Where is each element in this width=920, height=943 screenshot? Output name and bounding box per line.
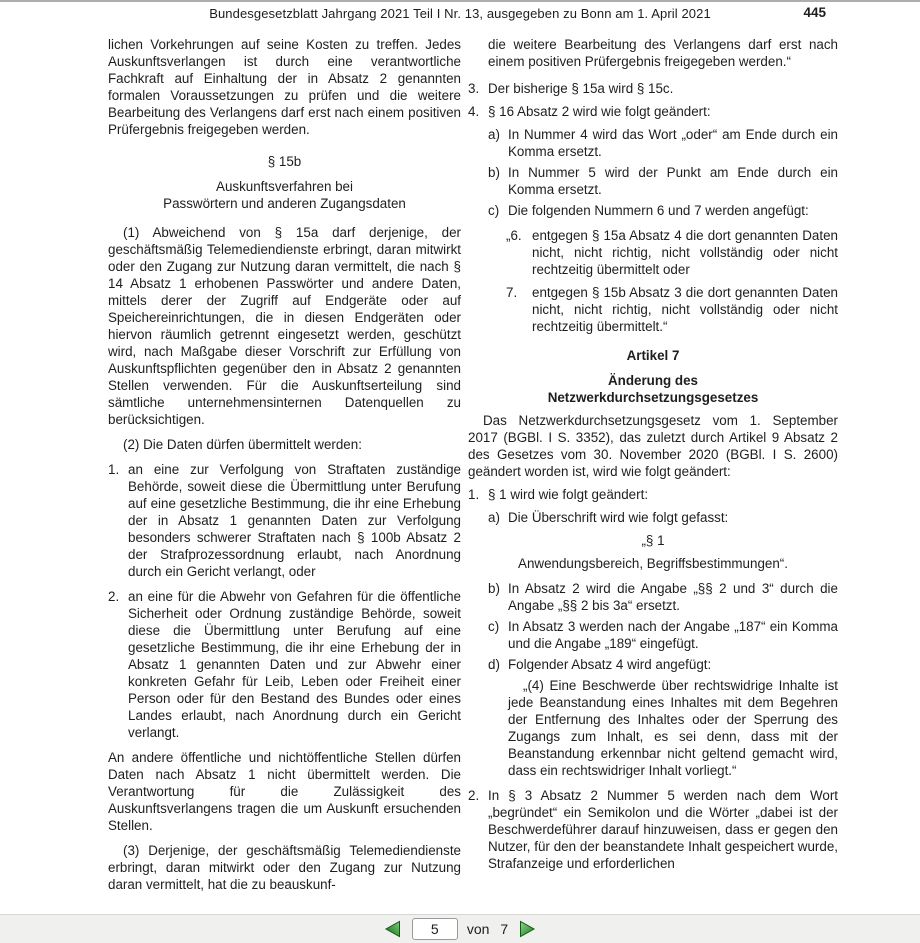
header-page-number: 445 [803, 5, 826, 20]
sub-item-text: Die Überschrift wird wie folgt gefasst: [508, 510, 729, 525]
pager-toolbar [0, 914, 920, 943]
quoted-heading-line1: „§ 1 [641, 533, 665, 548]
quoted-heading-line2: Anwendungsbereich, Begriffsbestimmungen“. [518, 556, 788, 571]
list-item [468, 103, 838, 120]
sub-item-letter: a) [488, 510, 500, 525]
artikel-7-subheading-line1: Änderung des [607, 373, 699, 388]
sub-list-item [488, 618, 838, 652]
paragraph-1: (1) Abweichend von § 15a darf derjenige, der geschäftsmäßig Telemediendienste erbringt, daran mitwirkt oder den Zugang zur Nutzung daran vermittelt, die nach § 14 Absatz 1 erhobenen Passwörter und andere Daten, mittels derer der Zugriff auf Endgeräte oder auf Speichereinrichtungen, die in diesen Endgeräten oder hiervon räumlich getrennt eingesetzt werden, geschützt wird, nach Maßgabe dieser Vorschrift zur Erfüllung von Auskunftspflichten gegenüber den in Absatz 2 genannten Stellen verwenden. Für die Auskunftserteilung sind sämtliche unternehmensinternen Datenquellen zu berücksichtigen. [108, 225, 461, 427]
sub-item-text: In Nummer 5 wird der Punkt am Ende durch ein Komma ersetzt. [508, 165, 838, 197]
section-subtitle-line2: Passwörtern und anderen Zugangsdaten [163, 196, 406, 211]
sub-item-text: Folgender Absatz 4 wird angefügt: [508, 657, 712, 672]
pager-total-pages: 7 [500, 921, 509, 937]
sub-item-text: In Absatz 2 wird die Angabe „§§ 2 und 3“ durch die Angabe „§§ 2 bis 3a“ ersetzt. [508, 581, 838, 613]
header-title: Bundesgesetzblatt Jahrgang 2021 Teil I Nr. 13, ausgegeben zu Bonn am 1. April 2021 [209, 6, 711, 21]
quoted-paragraph: „(4) Eine Beschwerde über rechtswidrige Inhalte ist jede Beanstandung eines Inhaltes mit dem Begehren der Entfernung des Inhaltes oder der Sperrung des Zugangs zum Inhalt, es sei denn, dass mit der Beanstandung erkennbar nicht geltend gemacht wird, dass ein rechtswidriger Inhalt vorliegt.“ [508, 678, 838, 778]
section-heading-15b: § 15b [267, 154, 302, 169]
sub-list-item [488, 656, 838, 673]
sub-item-letter: c) [488, 203, 500, 218]
list-item [468, 80, 838, 97]
page-number-input[interactable] [412, 918, 458, 940]
list-item-number: 3. [468, 81, 480, 96]
quoted-item-text: entgegen § 15a Absatz 4 die dort genannten Daten nicht, nicht richtig, nicht vollständig oder nicht rechtzeitig übermittelt oder [532, 228, 838, 277]
left-arrow-icon [384, 920, 402, 938]
right-arrow-icon [518, 920, 536, 938]
sub-list-item [488, 202, 838, 219]
list-item-text: § 16 Absatz 2 wird wie folgt geändert: [488, 104, 711, 119]
quoted-list-item [506, 227, 838, 278]
list-item-number: 1. [468, 487, 480, 502]
paragraph-3: (3) Derjenige, der geschäftsmäßig Telemediendienste erbringt, daran mitwirkt oder den Zugang zur Nutzung daran vermittelt, hat die zu beauskunf- [108, 843, 461, 892]
next-page-button[interactable] [517, 919, 537, 939]
list-item-number: 2. [108, 589, 120, 604]
sub-item-letter: a) [488, 127, 500, 142]
sub-list-item [488, 164, 838, 198]
page-header [0, 6, 920, 21]
sub-list-item [488, 509, 838, 526]
artikel-7-intro: Das Netzwerkdurchsetzungsgesetz vom 1. September 2017 (BGBl. I S. 3352), das zuletzt durch Artikel 9 Absatz 2 des Gesetzes vom 30. November 2020 (BGBl. I S. 2600) geändert worden ist, wird wie folgt geändert: [468, 413, 838, 479]
left-column [108, 36, 461, 893]
right-column [468, 36, 838, 872]
list-item [468, 787, 838, 872]
list-item [108, 588, 461, 741]
list-item [108, 461, 461, 580]
list-item [468, 486, 838, 503]
continuation-paragraph: die weitere Bearbeitung des Verlangens darf erst nach einem positiven Prüfergebnis freigegeben werden.“ [488, 37, 838, 69]
sub-item-letter: b) [488, 581, 500, 596]
list-item-number: 1. [108, 462, 120, 477]
paragraph-2-intro: (2) Die Daten dürfen übermittelt werden: [123, 437, 362, 452]
continuation-paragraph: lichen Vorkehrungen auf seine Kosten zu treffen. Jedes Auskunftsverlangen ist durch eine verantwortliche Fachkraft auf Einhaltung der in Absatz 2 genannten formalen Voraussetzungen zu prüfen und die weitere Bearbeitung des Verlangens darf erst nach einem positiven Prüfergebnis freigegeben werden. [108, 37, 461, 137]
sub-item-text: Die folgenden Nummern 6 und 7 werden angefügt: [508, 203, 809, 218]
sub-list-item [488, 580, 838, 614]
list-item-text: an eine zur Verfolgung von Straftaten zuständige Behörde, soweit diese die Übermittlung unter Berufung auf eine gesetzliche Bestimmung, die ihr eine Erhebung der in Absatz 1 genannten Daten zur Verfolgung besonders schwerer Straftaten nach § 100b Absatz 2 der Strafprozessordnung erlaubt, nach Anordnung durch ein Gericht verlangt, oder [128, 462, 461, 579]
sub-item-letter: b) [488, 165, 500, 180]
list-item-number: 2. [468, 788, 480, 803]
list-item-text: § 1 wird wie folgt geändert: [488, 487, 649, 502]
sub-item-letter: d) [488, 657, 500, 672]
quoted-item-text: entgegen § 15b Absatz 3 die dort genannten Daten nicht, nicht richtig, nicht vollständig oder nicht rechtzeitig übermittelt.“ [532, 285, 838, 334]
list-item-number: 4. [468, 104, 480, 119]
quoted-list-item [506, 284, 838, 335]
quoted-item-number: „6. [506, 228, 522, 243]
quoted-item-number: 7. [506, 285, 518, 300]
paragraph-after-list: An andere öffentliche und nichtöffentliche Stellen dürfen Daten nach Absatz 1 nicht übermittelt werden. Die Verantwortung für die Zulässigkeit des Auskunftsverlangens tragen die um Auskunft ersuchenden Stellen. [108, 750, 461, 833]
section-subtitle-line1: Auskunftsverfahren bei [216, 179, 353, 194]
list-item-text: Der bisherige § 15a wird § 15c. [488, 81, 674, 96]
artikel-7-heading: Artikel 7 [626, 348, 680, 363]
pager-of-label: von [466, 921, 490, 937]
sub-item-letter: c) [488, 619, 500, 634]
sub-item-text: In Absatz 3 werden nach der Angabe „187“ ein Komma und die Angabe „189“ eingefügt. [508, 619, 838, 651]
list-item-text: an eine für die Abwehr von Gefahren für die öffentliche Sicherheit oder Ordnung zuständige Behörde, soweit diese die Übermittlung unter Berufung auf eine gesetzliche Bestimmung, die ihr eine Erhebung der in Absatz 1 genannten Daten und zur Abwehr einer konkreten Gefahr für Leib, Leben oder Freiheit einer Person oder für den Bestand des Bundes oder eines Landes erlaubt, nach Anordnung durch ein Gericht verlangt. [128, 589, 461, 740]
list-item-text: In § 3 Absatz 2 Nummer 5 werden nach dem Wort „begründet“ ein Semikolon und die Wörter „dabei ist der Beschwerdeführer darauf hinzuweisen, dass er gegen den Nutzer, für den der beanstandete Inhalt gespeichert wurde, Strafanzeige und erforderlichen [488, 788, 838, 871]
previous-page-button[interactable] [383, 919, 403, 939]
viewer-top-border [0, 0, 920, 2]
sub-item-text: In Nummer 4 wird das Wort „oder“ am Ende durch ein Komma ersetzt. [508, 127, 838, 159]
artikel-7-subheading-line2: Netzwerkdurchsetzungsgesetzes [547, 390, 759, 405]
sub-list-item [488, 126, 838, 160]
